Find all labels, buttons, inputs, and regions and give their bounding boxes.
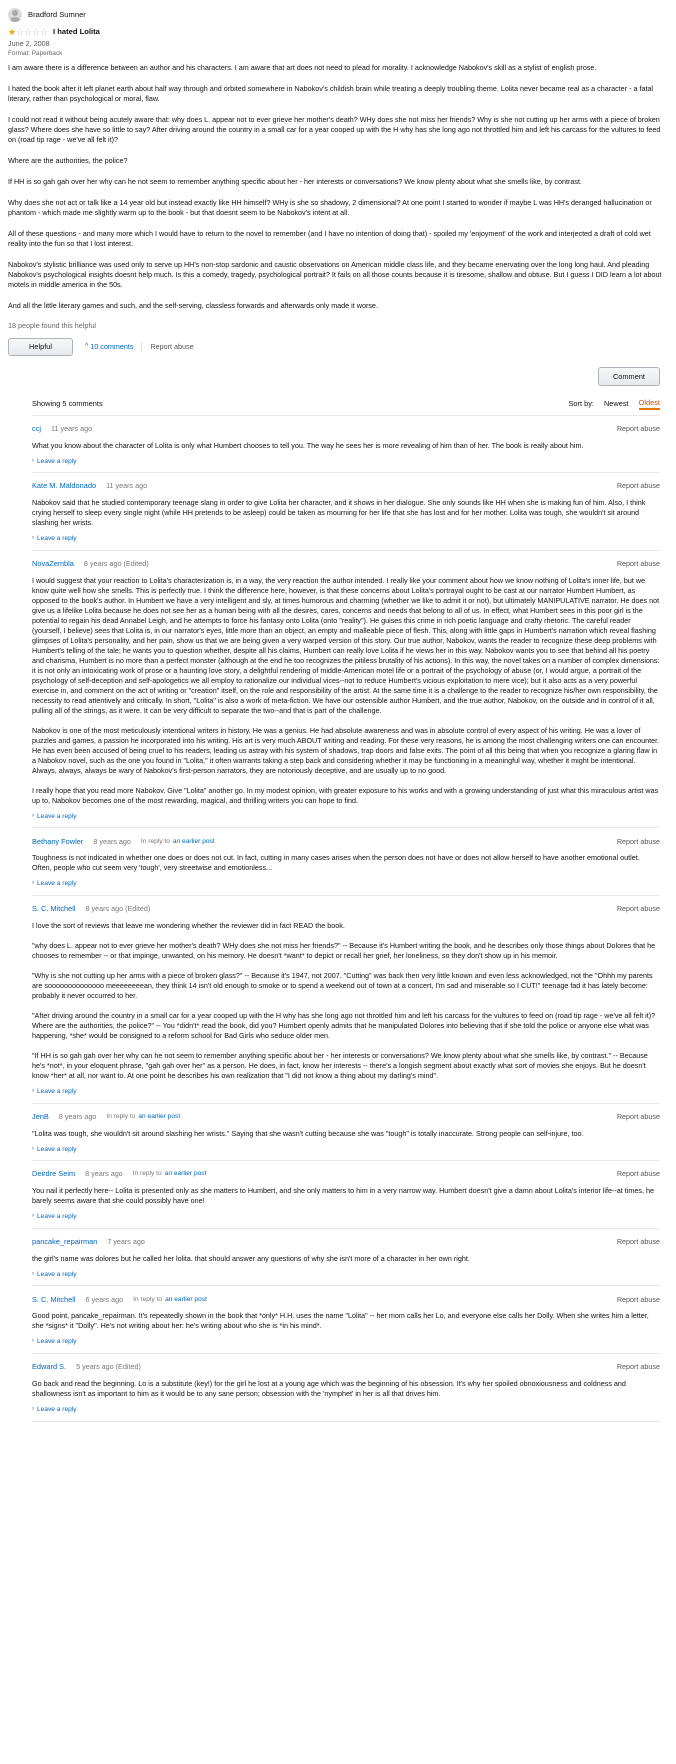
comment-meta (32, 481, 147, 491)
in-reply-to-label: In reply to (132, 1170, 162, 1178)
comments-toggle[interactable] (85, 342, 142, 352)
comment-button-row (8, 367, 668, 386)
customer-review (8, 8, 668, 357)
comment-paragraph: Toughness is not indicated in whether one does or does not cut. In fact, cutting in many cases arises when the person does not have or does not allow herself to have another emotional outlet. Often, people who cut seem very 'tough', very streetwise and emotionless... (32, 853, 640, 873)
comment-paragraph: What you know about the character of Lolita is only what Humbert chooses to tell you. The way he sees her is more revealing of him than of her. The book is really about him. (32, 440, 584, 450)
leave-reply-link[interactable] (32, 1270, 660, 1280)
comment-body (32, 921, 660, 1081)
in-reply-to-label: In reply to (106, 1112, 136, 1120)
comment-meta (32, 1362, 141, 1372)
earlier-post-link[interactable]: an earlier post (164, 1170, 207, 1178)
leave-reply-link[interactable] (32, 534, 660, 544)
comment-paragraph: You nail it perfectly here-- Lolita is presented only as she matters to Humbert, and she only matters to him in a very narrow way. Humbert doesn't give a damn about Lolita's interior life--at times, he barely seems aware that she could possibly have one! (32, 1186, 654, 1206)
chevron-right-icon: › (32, 1213, 34, 1220)
review-paragraph: I am aware there is a difference between an author and his characters. I am aware that art does not need to plead for morality. I acknowledge Nabokov's skill as a stylist of english prose. (8, 63, 597, 72)
comment (32, 828, 660, 896)
comment-paragraph: "why does L. appear not to ever grieve her mother's death? WHy does she not miss her friends?" -- Because it's Humbert writing the book, and he describes only those things about Dolores that he chooses to remember -- or that impinge, unwanted, on his memory. He doesn't *want* to depict or recall her grief, her loneliness, so they don't show up in his memoir. (32, 940, 656, 960)
leave-reply-link[interactable] (32, 1337, 660, 1347)
review-paragraph: I hated the book after it left planet earth about half way through and orbited somewhere in Nabokov's childish brain while treating a deeply troubling theme. Lolita never became real as a character - a fatal literary, rather than psychological or moral, flaw. (8, 84, 654, 103)
comment-meta (32, 1237, 145, 1247)
review-title-row (8, 26, 668, 38)
chevron-right-icon: › (32, 880, 34, 887)
leave-reply-label: Leave a reply (37, 1338, 77, 1346)
comment-paragraph: I love the sort of reviews that leave me wondering whether the reviewer did in fact READ the book. (32, 920, 345, 930)
chevron-right-icon: › (32, 1087, 34, 1094)
comment-author[interactable]: Deirdre Seim (32, 1169, 76, 1179)
report-abuse-link[interactable]: Report abuse (616, 558, 660, 568)
comment-author[interactable]: NovaZembla (32, 558, 74, 568)
comment-header (32, 1293, 660, 1305)
review-paragraph: If HH is so gah gah over her why can he not seem to remember anything specific about her - her interests or conversations? We know plenty about what she smells like, by contrast. (8, 177, 582, 186)
comment-list (32, 416, 660, 1422)
report-abuse-link[interactable]: Report abuse (616, 1169, 660, 1179)
thread-header (32, 394, 660, 416)
comment-time: 8 years ago (93, 836, 131, 846)
comment-paragraph: "After driving around the country in a small car for a year cooped up with the H why has she long ago not throttled him and left his carcass for the vultures to feed on (road tip rage - we've all felt it)? Where are the authorities, the police?" -- You *didn't* read the book, did you? Humbert openly admits that he manipulated Dolores into believing that if she told the police or anyone else what was happening, *she* would be consigned to a reform school for Bad Girls who seduce older men. (32, 1010, 656, 1040)
avatar (8, 8, 22, 22)
comment-paragraph: I really hope that you read more Nabokov. Give "Lolita" another go. In my modest opinion, with greater exposure to his works and with a growing understanding of just what this miraculous artist was up to, Nabokov becomes one of the most rewarding, magical, and thrilling writers you can hope to find. (32, 785, 659, 805)
report-abuse-link[interactable]: Report abuse (616, 1362, 660, 1372)
comment-body (32, 1254, 660, 1264)
comment-author[interactable]: JenB (32, 1111, 49, 1121)
leave-reply-label: Leave a reply (37, 457, 77, 465)
comment-paragraph: the girl's name was dolores but he called her lolita. that should answer any questions of why she isn't more of a character in her own right. (32, 1253, 470, 1263)
comment-body (32, 441, 660, 451)
comment-paragraph: "Lolita was tough, she wouldn't sit around slashing her wrists." Saying that she wasn't cutting because she was "tough" is totally inaccurate. Strong people can self-injure, too. (32, 1128, 584, 1138)
comment-paragraph: "Why is she not cutting up her arms with a piece of broken glass?" -- Because it's 1947, not 2007. "Cutting" was back then very little known and even less acknowledged, not the "Ohhh my parents are soooooooooooooo meeeeeeeean, they think 14 isn't old enough to smoke or to spend a weekend out of town at a concert, I'm sad and miserable so I CUT!" teenage fad it has lately become: probably it never occurred to her. (32, 970, 653, 1000)
report-abuse-link[interactable]: Report abuse (616, 1236, 660, 1246)
comment (32, 416, 660, 474)
comment-button[interactable]: Comment (598, 367, 660, 386)
comment-meta (32, 1169, 206, 1179)
sort-label: Sort by: (568, 399, 594, 409)
comment (32, 1229, 660, 1287)
comment-paragraph: Good point, pancake_repairman. It's repeatedly shown in the book that *only* H.H. uses the name "Lolita" -- her mom calls her Lo, and everyone else calls her Dolly. When she writes him a letter, she *signs* it "Dolly". He's not writing about her: he's writing about who she is *in his mind*. (32, 1311, 649, 1331)
leave-reply-link[interactable] (32, 1087, 660, 1097)
comment-body (32, 853, 660, 873)
leave-reply-link[interactable] (32, 1145, 660, 1155)
helpful-button[interactable]: Helpful (8, 338, 73, 356)
comment-paragraph: I would suggest that your reaction to Lolita's characterization is, in a way, the very reaction the author intended. I really like your comment about how we know nothing of Lolita's inner life, but we know quite well how she smells. This is perfectly true. I think the difference here, however, is that these concerns about Lolita's portrayal ought to be cast at our narrator Humbert Humbert, as opposed to the book's author. In Humbert we have a very intelligent and sly, at times humorous and charming (whether we like to admit it or not), but ultimately MANIPULATIVE narrator. He does not give us a lifelike Lolita because he does not see her as a human being with all the desires, cares, concerns and needs that belong to all of us. In effect, what Humbert sees in this poor girl is the potential to regain his dead Annabel Leigh, and he attempts to force his fantasy onto Lolita (onto "reality"). He guises this crime in rich poetic language and crafty rhetoric. The careful reader (yourself, I believe) sees that Lolita is, in our narrator's eyes, little more than an object, an empty and malleable piece of flesh. This, along with little gaps in Humbert's narration which reveal flashing glimpses of Lolita's personality, and her pain, show us that we are being given a very warped version of this story. Our true author, Nabokov, wants the reader to recognize these deep problems with Humbert's telling of the tale; he wants you to question whether, despite all his claims, Humbert can really love Lolita if he views her in this way. Nabokov wants you to see that behind all his poetry and charisma, Humbert is no more than a perfect monster (although at the end he too recognizes the pitiless brutality of his actions). In this way, the novel takes on a number of complex dimensions: it is not only an intoxicating work of prose or a haunting love story, a delightful rendering of middle-American motel life or a portrait of the psychology of abuse (or, I would argue, a portrait of the psychology of self-deception and self-apologetics we all employ to rationalize our individual vices--not to reduce Humbert's vicious exploitation to mere vice); but it also acts as a very powerful exercise in, and comment on the act of writing or "creation" itself, on the role and responsibility of the artist. At the same time it is a challenge to the reader to recognize his/her own responsibility, the necessity to read attentively and critically. In short, "Lolita" is also a work of meta-fiction. We have our ostensible author Humbert, and the true author, Nabokov, on the outside and in control of it all, pulling all of the strings, as it were. It can be very difficult to separate the two--and that is part of the challenge. (32, 575, 660, 715)
comment-header (32, 480, 660, 492)
chevron-up-icon: ^ (85, 342, 89, 350)
comment-meta (32, 1112, 180, 1122)
leave-reply-label: Leave a reply (37, 1405, 77, 1413)
leave-reply-link[interactable] (32, 812, 660, 822)
comment-time: 8 years ago (85, 1169, 123, 1179)
comment-time: 11 years ago (51, 423, 93, 433)
review-title[interactable]: I hated Lolita (53, 27, 100, 37)
report-abuse-link[interactable]: Report abuse (616, 904, 660, 914)
report-abuse-link[interactable]: Report abuse (616, 836, 660, 846)
comment-time: 7 years ago (107, 1236, 145, 1246)
chevron-right-icon: › (32, 1270, 34, 1277)
comment-header (32, 1361, 660, 1373)
comment-body (32, 1129, 660, 1139)
comment-paragraph: Nabokov said that he studied contemporary teenage slang in order to give Lolita her character, and it shows in her dialogue. She only sounds like HH when she is making fun of him. Also, I think crying herself to sleep every single night (while HH pretends to be asleep) could be taken as mourning for her life that she has lost and for her mother. Lolita was tough, she wouldn't sit around slashing her wrists. (32, 498, 646, 528)
comment (32, 896, 660, 1104)
comment-header (32, 903, 660, 915)
review-body (8, 63, 668, 311)
review-actions (8, 337, 668, 357)
chevron-right-icon: › (32, 457, 34, 464)
leave-reply-label: Leave a reply (37, 1145, 77, 1153)
reviewer-name[interactable]: Bradford Sumner (28, 10, 86, 20)
leave-reply-label: Leave a reply (37, 880, 77, 888)
comment-time: 6 years ago (85, 1294, 124, 1304)
comment-body (32, 1186, 660, 1206)
in-reply-to (133, 1295, 207, 1305)
leave-reply-label: Leave a reply (37, 812, 77, 820)
comment-meta (32, 559, 149, 569)
sort-oldest[interactable]: Oldest (639, 398, 660, 410)
comment-author[interactable]: Edward S. (32, 1362, 67, 1372)
leave-reply-link[interactable] (32, 457, 660, 467)
comment-time: 11 years ago (106, 481, 148, 491)
review-paragraph: I could not read it without being acutely aware that: why does L. appear not to ever grieve her mother's death? WHy does she not miss her friends? Why is she not cutting up her arms with a piece of broken glass? Where does she have so little to say? After driving around the country in a small car for a year cooped up with the H why has she long ago not throttled him and left his carcass for the vultures to feed on (road tip rage - we've all felt it)? (8, 115, 661, 144)
comment-header (32, 423, 660, 435)
in-reply-to-label: In reply to (140, 837, 170, 845)
comment-header (32, 558, 660, 570)
comment (32, 551, 660, 829)
comment (32, 1286, 660, 1354)
comment-paragraph: Nabokov is one of the most meticulously intentional writers in history. He was a genius. He had absolute awareness and was in absolute control of every aspect of his writing. He was a lover of puzzles and games, a passion he incorporated into his writing. His art is very much ABOUT writing and reading. For these very reasons, he is among the most challenging writers one can encounter. He has even been accused of being cruel to his readers, leading us astray with his system of shadows, trap doors and false exits. The point of all this being that when you recognize a glaring flaw in a Nabokov novel, such as the one you found in "Lolita," it often warrants taking a step back and considering whether it may be functioning in a meaningful way, whether it might be intentional. Always, always, always be wary of Nabokov's first-person narrators, they are notoriously deceptive, and are usually up to no good. (32, 725, 660, 775)
comment (32, 1104, 660, 1162)
earlier-post-link[interactable]: an earlier post (172, 837, 215, 845)
star-empty-icon: ☆ (16, 27, 25, 37)
in-reply-to (106, 1112, 180, 1122)
star-empty-icon: ☆ (32, 27, 41, 37)
star-filled-icon: ★ (8, 27, 17, 37)
report-abuse-link[interactable]: Report abuse (616, 1111, 660, 1121)
comment-header (32, 1168, 660, 1180)
review-paragraph: Why does she not act or talk like a 14 year old but instead exactly like HH himself? WHy is she so shadowy, 2 dimensional? At one point I started to wonder if maybe L was HH's deranged hallucination or phantom - which made me slightly warm up to the book - but that doesnt seem to be Nabokov's intent at all. (8, 198, 652, 217)
review-paragraph: All of these questions - and many more which I would have to return to the novel to remember (and I have no intention of doing that) - spoiled my 'enjoyment' of the work and interjected a draft of cold wet reality into the fun so that I lost interest. (8, 229, 651, 248)
comment-body (32, 1379, 660, 1399)
review-paragraph: Nabokov's stylistic brilliance was used only to serve up HH's non-stop sardonic and caustic observations on American middle class life, and they became enervating over the long long haul. And pleading Nabokov's psychological insights doesnt help much. Is this a comedy, tragedy, psychological portrait? It fails on all those counts because it is tiresome, shallow and obtuse. But I guess I DID learn a lot about motels in middle america in the 50s. (8, 260, 662, 289)
comment-paragraph: "If HH is so gah gah over her why can he not seem to remember anything specific about her - her interests or conversations? We know plenty about what she smells like, by contrast." -- Because he's *not*, in your eloquent phrase, "gah gah over her" as a person. He does, in fact, know her interests -- there's a longish segment about exactly what sort of movies she enjoys. But he doesn't know *her* at all, nor want to. At one point he describes his own realization that "I did not know a thing about my darling's mind". (32, 1050, 648, 1080)
review-date: June 2, 2008 (8, 39, 50, 48)
reviewer-profile[interactable] (8, 8, 668, 22)
leave-reply-link[interactable] (32, 1212, 660, 1222)
comment-body (32, 576, 660, 806)
comment-time: 8 years ago (Edited) (85, 904, 151, 914)
review-paragraph: And all the little literary games and such, and the self-serving, classless forwards and afterwards only made it worse. (8, 301, 378, 310)
comment-header (32, 1236, 660, 1248)
comment (32, 473, 660, 551)
report-abuse-link[interactable]: Report abuse (616, 423, 660, 433)
comment-thread (32, 394, 660, 1422)
chevron-right-icon: › (32, 1338, 34, 1345)
comment-header (32, 835, 660, 847)
star-empty-icon: ☆ (40, 27, 49, 37)
comment-meta (32, 904, 150, 914)
sort-control (569, 398, 661, 410)
leave-reply-label: Leave a reply (37, 535, 77, 543)
earlier-post-link[interactable]: an earlier post (138, 1112, 181, 1120)
comment-author[interactable]: S. C. Mitchell (32, 904, 76, 914)
chevron-right-icon: › (32, 1145, 34, 1152)
comments-toggle-label: 10 comments (90, 341, 134, 351)
comment-author[interactable]: ccj (32, 423, 42, 433)
chevron-right-icon: › (32, 1405, 34, 1412)
leave-reply-link[interactable] (32, 1405, 660, 1415)
leave-reply-link[interactable] (32, 879, 660, 889)
comment-count: Showing 5 comments (32, 399, 103, 409)
comment-time: 8 years ago (58, 1111, 97, 1121)
helpful-count: 18 people found this helpful (8, 321, 96, 330)
comment-time: 8 years ago (Edited) (83, 558, 149, 568)
comment-time: 5 years ago (Edited) (76, 1362, 141, 1372)
report-abuse-link[interactable]: Report abuse (616, 481, 660, 491)
in-reply-to (141, 837, 215, 847)
comment-author[interactable]: pancake_repairman (32, 1236, 98, 1246)
chevron-right-icon: › (32, 812, 34, 819)
review-format: Format: Paperback (8, 50, 63, 57)
comment-paragraph: Go back and read the beginning. Lo is a substitute (key!) for the girl he lost at a young age which was the beginning of his obsession. It's why her spoiled obnoxiousness and coldness and shallowness isn't as important to him as it would be to any sane person; obsession with the 'nymphet' in her is all that drives him. (32, 1378, 626, 1398)
in-reply-to (133, 1169, 207, 1179)
comment-body (32, 498, 660, 528)
report-abuse-link[interactable]: Report abuse (616, 1294, 660, 1304)
in-reply-to-label: In reply to (133, 1295, 163, 1303)
report-abuse-link[interactable]: Report abuse (150, 341, 194, 351)
comment-author[interactable]: Bethany Fowler (32, 836, 84, 846)
star-empty-icon: ☆ (24, 27, 33, 37)
chevron-right-icon: › (32, 535, 34, 542)
comment-author[interactable]: Kate M. Maldonado (32, 481, 97, 491)
comment-meta (32, 424, 92, 434)
comment-meta (32, 837, 215, 847)
leave-reply-label: Leave a reply (37, 1213, 77, 1221)
comment (32, 1161, 660, 1229)
comment (32, 1354, 660, 1422)
leave-reply-label: Leave a reply (37, 1270, 77, 1278)
earlier-post-link[interactable]: an earlier post (165, 1295, 207, 1303)
comment-body (32, 1311, 660, 1331)
comment-header (32, 1111, 660, 1123)
review-paragraph: Where are the authorities, the police? (8, 156, 128, 165)
leave-reply-label: Leave a reply (37, 1087, 77, 1095)
comment-author[interactable]: S. C. Mitchell (32, 1294, 76, 1304)
star-rating[interactable] (8, 27, 48, 37)
comment-meta (32, 1295, 207, 1305)
sort-newest[interactable]: Newest (603, 399, 629, 409)
